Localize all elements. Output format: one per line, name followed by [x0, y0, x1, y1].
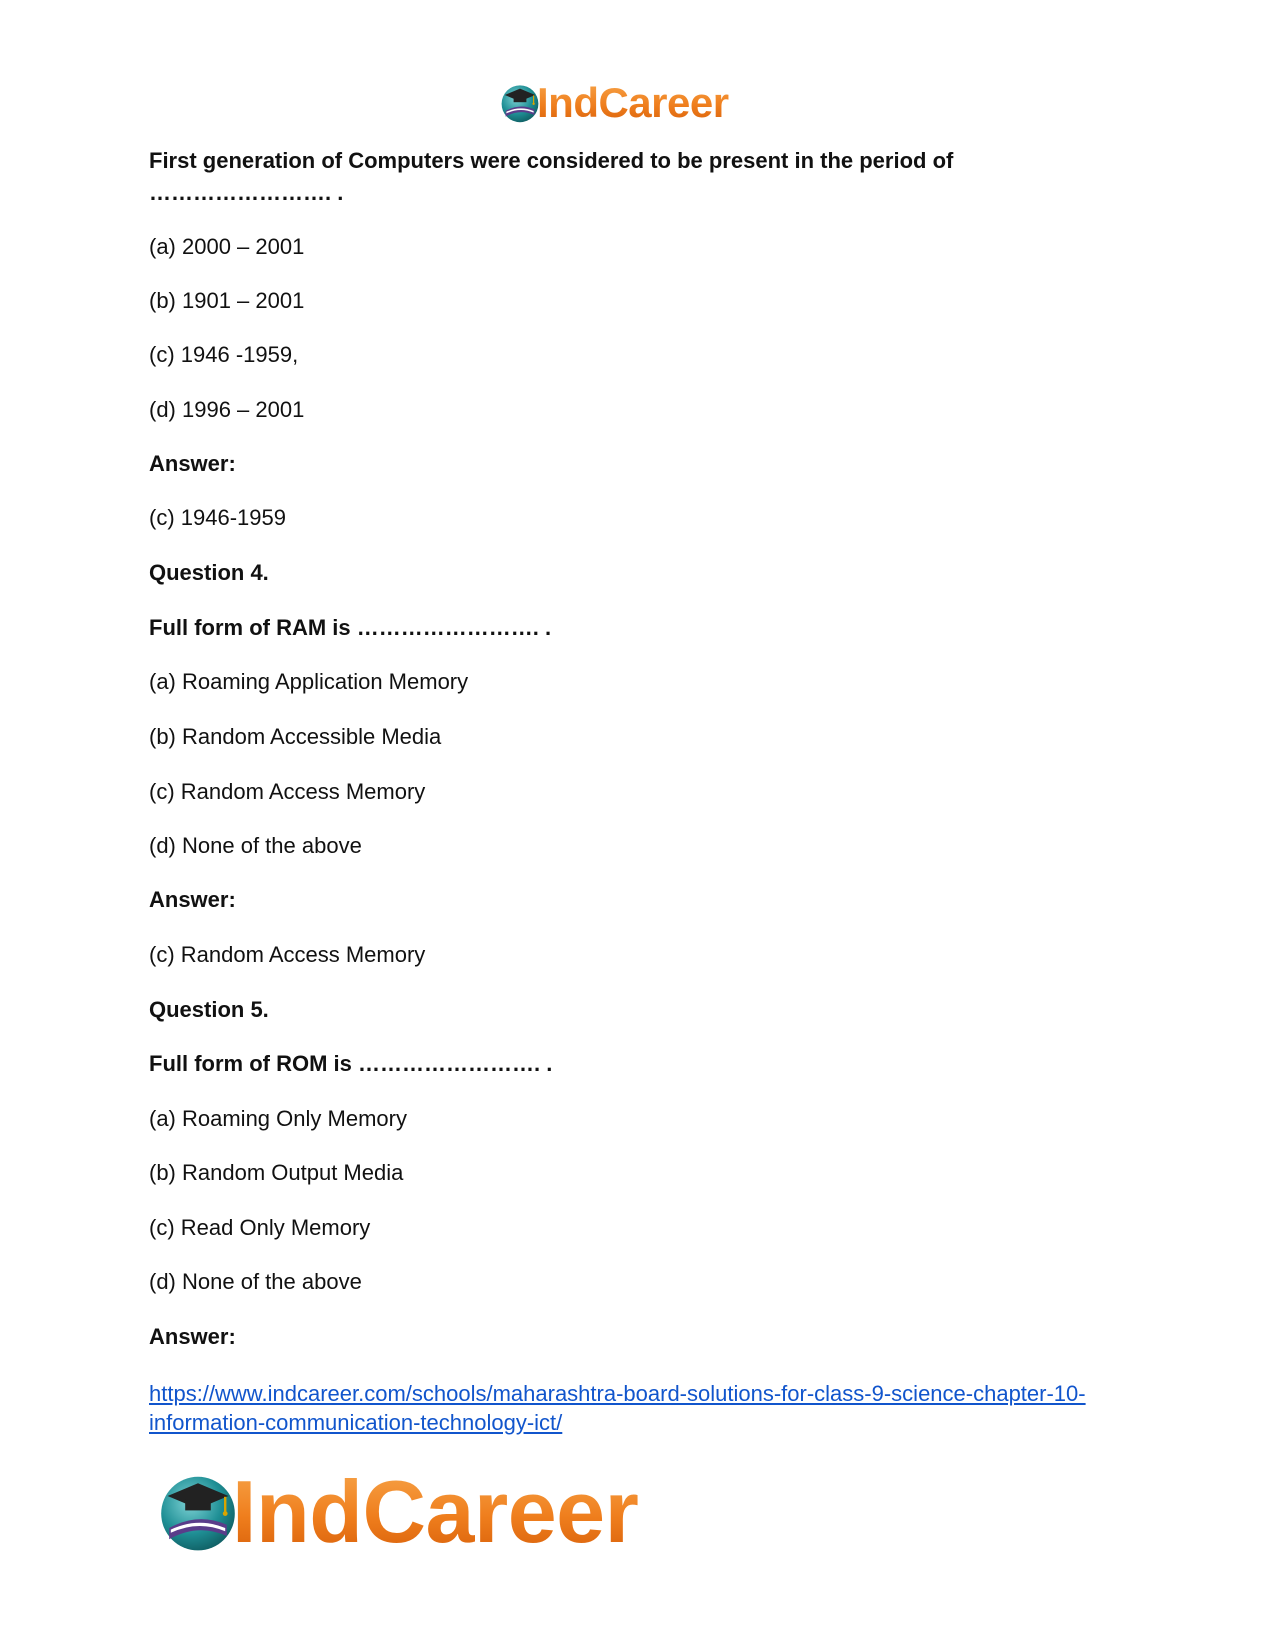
question-text: Full form of RAM is ……………………. . — [149, 615, 552, 640]
question-text: Full form of ROM is ……………………. . — [149, 1051, 553, 1076]
answer-label: Answer: — [149, 1324, 236, 1349]
question-text-blank: ……………………. . — [149, 180, 344, 205]
source-link-line1[interactable]: https://www.indcareer.com/schools/maharashtra-board-solutions-for-class-9-science-chapter-10- — [149, 1381, 1086, 1406]
option-b: (b) Random Accessible Media — [149, 724, 442, 749]
question-heading: Question 4. — [149, 560, 269, 585]
option-a: (a) 2000 – 2001 — [149, 234, 305, 259]
option-b: (b) 1901 – 2001 — [149, 288, 305, 313]
question-text: First generation of Computers were considered to be present in the period of — [149, 148, 954, 173]
option-c: (c) Random Access Memory — [149, 779, 426, 804]
option-c: (c) 1946 -1959, — [149, 342, 299, 367]
graduation-cap-book-globe-icon — [500, 83, 540, 123]
header-logo — [500, 80, 729, 126]
option-d: (d) None of the above — [149, 1269, 362, 1294]
footer-logo — [158, 1462, 639, 1561]
brand-name: IndCareer — [232, 1462, 639, 1561]
answer-text: (c) 1946-1959 — [149, 505, 286, 530]
answer-text: (c) Random Access Memory — [149, 942, 426, 967]
option-d: (d) 1996 – 2001 — [149, 397, 305, 422]
option-b: (b) Random Output Media — [149, 1160, 404, 1185]
question-heading: Question 5. — [149, 997, 269, 1022]
option-a: (a) Roaming Application Memory — [149, 669, 469, 694]
option-d: (d) None of the above — [149, 833, 362, 858]
option-a: (a) Roaming Only Memory — [149, 1106, 407, 1131]
source-link-line2[interactable]: information-communication-technology-ict/ — [149, 1410, 563, 1435]
answer-label: Answer: — [149, 451, 236, 476]
answer-label: Answer: — [149, 887, 236, 912]
graduation-cap-book-globe-icon — [158, 1472, 238, 1552]
option-c: (c) Read Only Memory — [149, 1215, 371, 1240]
brand-name: IndCareer — [537, 79, 729, 126]
